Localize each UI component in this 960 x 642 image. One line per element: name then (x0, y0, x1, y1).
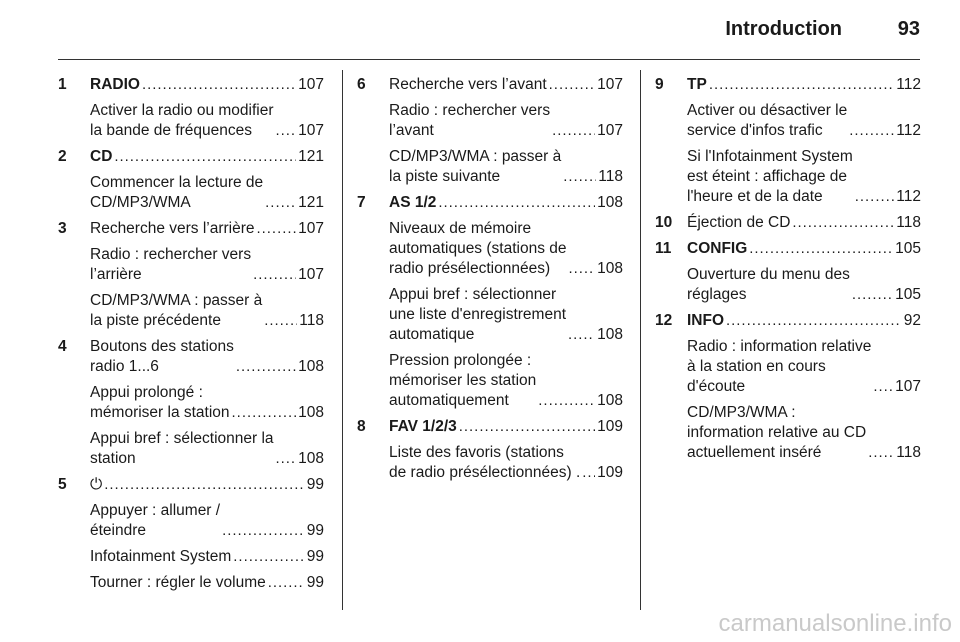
page-reference: 99 (306, 522, 324, 539)
sub-entry-text: Appui bref : sélectionner la station (90, 430, 274, 467)
sub-entry-text: Si l'Infotainment System est éteint : affichage de l'heure et de la date (687, 148, 853, 205)
dot-leader (265, 193, 296, 213)
item-heading-text: FAV 1/2/3 (389, 418, 457, 435)
item-heading-text: CONFIG (687, 240, 748, 257)
item-heading-text: Recherche vers l’avant (389, 76, 547, 93)
item-heading-text: Boutons des stations radio 1...6 (90, 338, 234, 375)
dot-leader (459, 417, 595, 437)
dot-leader (264, 311, 297, 331)
page-reference: 112 (896, 76, 921, 93)
sub-entry-entry (687, 403, 921, 463)
page-reference: 107 (298, 122, 324, 139)
item-heading-entry (687, 213, 921, 233)
dot-leader (568, 325, 595, 345)
sub-entry-entry (687, 265, 921, 305)
sub-entry-entry (389, 147, 623, 187)
sub-entry-text: Liste des favoris (stations de radio présélectionnées) . (389, 444, 581, 481)
sub-entry-entry (687, 337, 921, 397)
item-heading-entry (389, 75, 623, 95)
sub-entry (389, 147, 623, 187)
sub-entry (90, 501, 324, 541)
index-item-10 (655, 213, 921, 233)
index-item-3 (58, 219, 324, 331)
sub-entry-text: Ouverture du menu des réglages (687, 266, 850, 303)
item-heading-entry (90, 75, 324, 95)
page-reference: 107 (298, 220, 324, 237)
page-reference: 109 (597, 418, 623, 435)
page-reference: 107 (597, 76, 623, 93)
sub-entry (90, 429, 324, 469)
index-item-7 (357, 193, 623, 411)
item-number: 5 (58, 476, 67, 493)
sub-entry-text: Appui bref : sélectionner une liste d'enregistrement automatique (389, 286, 567, 343)
page-reference: 108 (298, 358, 324, 375)
index-item-8 (357, 417, 623, 483)
page-reference: 108 (298, 404, 324, 421)
dot-leader (849, 121, 894, 141)
sub-entry-entry (389, 101, 623, 141)
sub-entry-text: Appuyer : allumer / éteindre (90, 502, 221, 539)
item-heading-entry (687, 239, 921, 259)
column-2 (357, 75, 623, 489)
sub-entry-text: Commencer la lecture de CD/MP3/WMA (90, 174, 264, 211)
item-heading-text: ⏻ (90, 476, 103, 493)
item-number: 8 (357, 418, 366, 435)
sub-entry-text: Radio : rechercher vers l’arrière (90, 246, 252, 283)
item-heading-entry (90, 219, 324, 239)
index-item-12 (655, 311, 921, 463)
page-reference: 112 (896, 188, 921, 205)
page-reference: 105 (895, 240, 921, 257)
dot-leader (538, 391, 595, 411)
dot-leader (233, 547, 304, 567)
sub-entry-entry (687, 101, 921, 141)
dot-leader (582, 463, 595, 483)
watermark-text: carmanualsonline.info (718, 610, 952, 637)
item-heading-text: RADIO (90, 76, 140, 93)
sub-entry-entry (90, 101, 324, 141)
item-heading-entry (90, 475, 324, 495)
page-reference: 92 (903, 312, 921, 329)
dot-leader (253, 265, 296, 285)
dot-leader (104, 475, 304, 495)
page-reference: 99 (306, 548, 324, 565)
sub-entry-entry (687, 147, 921, 207)
item-number: 12 (655, 312, 673, 329)
index-item-2 (58, 147, 324, 213)
sub-entry (90, 101, 324, 141)
dot-leader (569, 259, 596, 279)
page-reference: 108 (597, 194, 623, 211)
column-divider (640, 70, 641, 610)
page-reference: 118 (896, 444, 921, 461)
column-divider (342, 70, 343, 610)
sub-entry (90, 573, 324, 593)
column-1 (58, 75, 324, 599)
page-reference: 99 (306, 476, 324, 493)
dot-leader (563, 167, 596, 187)
item-number: 3 (58, 220, 67, 237)
dot-leader (873, 377, 893, 397)
sub-entry (389, 285, 623, 345)
sub-entry-text: Niveaux de mémoire automatiques (stations de radio présélectionnées) (389, 220, 567, 277)
sub-entry-entry (90, 245, 324, 285)
dot-leader (236, 357, 296, 377)
sub-entry (389, 351, 623, 411)
item-heading-text: Recherche vers l’arrière (90, 220, 255, 237)
page-header (0, 18, 960, 50)
page-reference: 105 (895, 286, 921, 303)
header-rule (58, 59, 920, 60)
item-heading-entry (389, 417, 623, 437)
sub-entry (687, 265, 921, 305)
sub-entry-text: CD/MP3/WMA : passer à la piste suivante (389, 148, 562, 185)
dot-leader (232, 403, 297, 423)
page-number: 93 (897, 18, 920, 40)
dot-leader (855, 187, 895, 207)
dot-leader (222, 521, 305, 541)
dot-leader (868, 443, 894, 463)
index-item-4 (58, 337, 324, 469)
sub-entry-text: Activer ou désactiver le service d'infos trafic (687, 102, 848, 139)
page-reference: 108 (597, 260, 623, 277)
page-reference: 108 (597, 392, 623, 409)
sub-entry (389, 443, 623, 483)
page-reference: 109 (597, 464, 623, 481)
sub-entry (90, 173, 324, 213)
page-title: Introduction (725, 18, 842, 40)
sub-entry-entry (90, 383, 324, 423)
sub-entry (389, 219, 623, 279)
sub-entry (687, 403, 921, 463)
page-reference: 121 (298, 148, 324, 165)
page-reference: 107 (895, 378, 921, 395)
dot-leader (709, 75, 894, 95)
item-number: 2 (58, 148, 67, 165)
item-heading-text: AS 1/2 (389, 194, 437, 211)
sub-entry (389, 101, 623, 141)
item-number: 10 (655, 214, 673, 231)
sub-entry (90, 383, 324, 423)
item-number: 4 (58, 338, 67, 355)
sub-entry (687, 101, 921, 141)
dot-leader (549, 75, 595, 95)
sub-entry (687, 147, 921, 207)
item-heading-entry (90, 337, 324, 377)
page-reference: 107 (597, 122, 623, 139)
item-heading-entry (389, 193, 623, 213)
page-reference: 118 (896, 214, 921, 231)
sub-entry-entry (90, 291, 324, 331)
sub-entry (90, 291, 324, 331)
page-reference: 107 (298, 266, 324, 283)
item-heading-entry (687, 75, 921, 95)
dot-leader (257, 219, 297, 239)
sub-entry-text: Radio : information relative à la station en cours d'écoute (687, 338, 872, 395)
page-reference: 118 (598, 168, 623, 185)
item-heading-text: Éjection de CD (687, 214, 791, 231)
sub-entry-entry (90, 573, 324, 593)
page-reference: 108 (597, 326, 623, 343)
item-number: 11 (655, 240, 672, 257)
sub-entry (687, 337, 921, 397)
dot-leader (114, 147, 296, 167)
dot-leader (726, 311, 902, 331)
dot-leader (276, 449, 297, 469)
dot-leader (276, 121, 297, 141)
dot-leader (552, 121, 595, 141)
sub-entry-text: Infotainment System (90, 548, 232, 565)
page-reference: 108 (298, 450, 324, 467)
sub-entry-text: Activer la radio ou modifier la bande de fréquences (90, 102, 274, 139)
sub-entry-entry (389, 285, 623, 345)
sub-entry (90, 547, 324, 567)
sub-entry-entry (389, 351, 623, 411)
index-item-1 (58, 75, 324, 141)
item-heading-text: TP (687, 76, 707, 93)
sub-entry-text: Pression prolongée : mémoriser les station automatiquement (389, 352, 537, 409)
index-item-5 (58, 475, 324, 593)
page-reference: 99 (306, 574, 324, 591)
sub-entry-text: CD/MP3/WMA : passer à la piste précédente (90, 292, 263, 329)
item-heading-text: INFO (687, 312, 725, 329)
sub-entry-entry (90, 173, 324, 213)
page-reference: 107 (298, 76, 324, 93)
sub-entry-text: Radio : rechercher vers l’avant (389, 102, 551, 139)
dot-leader (792, 213, 894, 233)
dot-leader (142, 75, 296, 95)
item-heading-entry (687, 311, 921, 331)
item-number: 6 (357, 76, 366, 93)
sub-entry (90, 245, 324, 285)
item-heading-text: CD (90, 148, 113, 165)
dot-leader (852, 285, 893, 305)
page-reference: 121 (298, 194, 324, 211)
index-item-6 (357, 75, 623, 187)
index-item-9 (655, 75, 921, 207)
column-3 (655, 75, 921, 469)
page-reference: 112 (896, 122, 921, 139)
sub-entry-entry (389, 219, 623, 279)
item-number: 7 (357, 194, 366, 211)
index-item-11 (655, 239, 921, 305)
sub-entry-text: Tourner : régler le volume (90, 574, 266, 591)
sub-entry-entry (90, 547, 324, 567)
dot-leader (749, 239, 893, 259)
item-number: 9 (655, 76, 664, 93)
item-heading-entry (90, 147, 324, 167)
sub-entry-entry (90, 501, 324, 541)
sub-entry-text: CD/MP3/WMA : information relative au CD actuellement inséré (687, 404, 867, 461)
sub-entry-entry (90, 429, 324, 469)
dot-leader (438, 193, 595, 213)
page-reference: 118 (299, 312, 324, 329)
sub-entry-text: Appui prolongé : mémoriser la station (90, 384, 230, 421)
item-number: 1 (58, 76, 67, 93)
dot-leader (268, 573, 305, 593)
sub-entry-entry (389, 443, 623, 483)
